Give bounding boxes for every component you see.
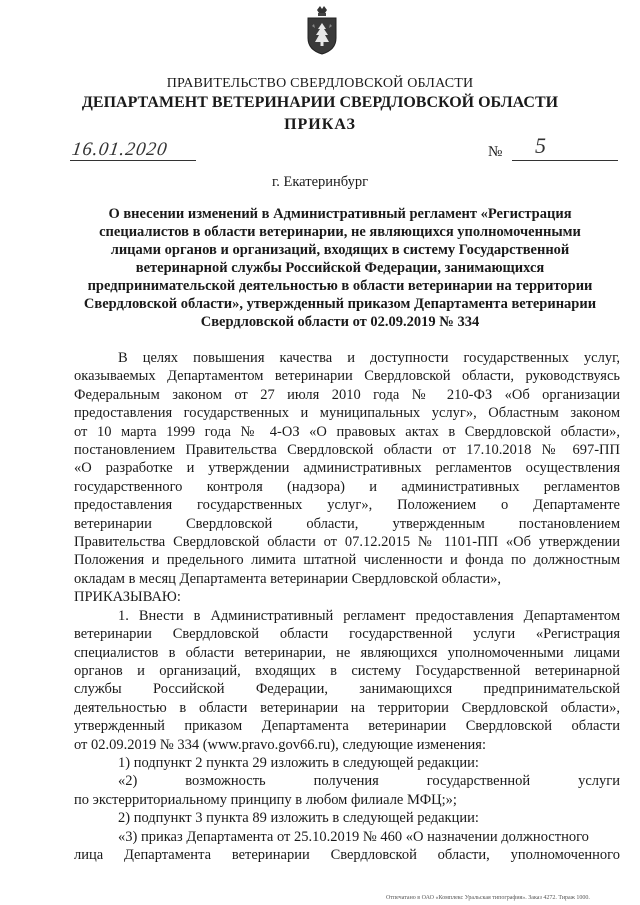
preamble-line: Положения и предельного лимита штатной численности и фонда по должностным bbox=[74, 552, 620, 569]
order-number: 5 bbox=[535, 133, 546, 158]
preamble-line: ветеринарии Свердловской области, утвержденным постановлением bbox=[74, 515, 620, 532]
preamble-line: государственного контроля (надзора) и административных регламентов bbox=[74, 478, 620, 495]
subitem-1-quote: по экстерриториальному принципу в любом филиале МФЦ;»; bbox=[74, 791, 457, 808]
preamble-line: «О разработке и утверждении административных регламентов осуществления bbox=[74, 460, 620, 477]
preamble-line: В целях повышения качества и доступности государственных услуг, bbox=[118, 350, 620, 366]
subitem-1: 1) подпункт 2 пункта 29 изложить в следующей редакции: bbox=[118, 754, 479, 771]
title-line: лицами органов и организаций, входящих в систему Государственной bbox=[110, 242, 570, 258]
title-line: предпринимательской деятельностью в области ветеринарии на территории bbox=[87, 278, 593, 294]
title-line: ветеринарной службы Российской Федерации, занимающихся bbox=[135, 260, 545, 276]
preamble-line: Правительства Свердловской области от 07.12.2015 № 1101-ПП «Об утверждении bbox=[74, 534, 620, 551]
subitem-2: 2) подпункт 3 пункта 89 изложить в следующей редакции: bbox=[118, 810, 479, 827]
preamble-line: от 10 марта 1999 года № 4-ОЗ «О правовых актах в Свердловской области», bbox=[74, 423, 620, 440]
item-1-line: утвержденный приказом Департамента ветеринарии Свердловской области bbox=[74, 718, 620, 735]
preamble-line: окладам в месяц Департамента ветеринарии Свердловской области», bbox=[74, 570, 502, 587]
document-type: ПРИКАЗ bbox=[284, 116, 356, 133]
subitem-1-quote: «2) возможность получения государственной услуги bbox=[118, 773, 620, 790]
title-line: Свердловской области», утвержденный приказом Департамента ветеринарии bbox=[83, 296, 597, 312]
subitem-2-quote: «3) приказ Департамента от 25.10.2019 № 460 «О назначении должностного bbox=[118, 828, 589, 845]
subitem-2-quote: лица Департамента ветеринарии Свердловской области, уполномоченного bbox=[74, 846, 620, 863]
title-line: специалистов в области ветеринарии, не являющихся уполномоченными bbox=[99, 224, 581, 240]
order-title bbox=[68, 205, 612, 331]
item-1-line: 1. Внести в Административный регламент предоставления Департаментом bbox=[118, 607, 620, 624]
item-1-line: деятельностью в области ветеринарии на территории Свердловской области», bbox=[74, 699, 620, 716]
order-date: 16.01.2020 bbox=[70, 139, 170, 160]
government-name: ПРАВИТЕЛЬСТВО СВЕРДЛОВСКОЙ ОБЛАСТИ bbox=[166, 76, 474, 91]
print-footer: Отпечатано в ОАО «Комплекс Уральская типография». Заказ 4272. Тираж 1000. bbox=[386, 895, 590, 901]
department-name: ДЕПАРТАМЕНТ ВЕТЕРИНАРИИ СВЕРДЛОВСКОЙ ОБЛАСТИ bbox=[81, 94, 559, 111]
preamble-line: Федеральным законом от 27 июля 2010 года № 210-ФЗ «Об организации bbox=[74, 386, 620, 403]
date-underline bbox=[70, 160, 196, 161]
order-number-label: № bbox=[488, 144, 503, 160]
item-1-line: органов и организаций, входящих в систему Государственной ветеринарной bbox=[74, 662, 620, 679]
preamble-line: предоставления государственных и муниципальных услуг», Областным законом bbox=[74, 405, 620, 422]
coat-of-arms-emblem bbox=[303, 4, 341, 56]
preamble-line: предоставления государственных услуг», Положением о Департаменте bbox=[74, 497, 620, 514]
item-1-line: службы Российской Федерации, занимающихся предпринимательской bbox=[74, 681, 620, 698]
item-1-line: специалистов в области ветеринарии, не являющихся уполномоченными лицами bbox=[74, 644, 620, 661]
title-line: Свердловской области от 02.09.2019 № 334 bbox=[200, 314, 480, 330]
number-underline bbox=[512, 160, 618, 161]
preamble-line: оказываемых Департаментом ветеринарии Свердловской области, руководствуясь bbox=[74, 368, 620, 385]
title-line: О внесении изменений в Административный регламент «Регистрация bbox=[108, 206, 572, 222]
preamble-line: постановлением Правительства Свердловской области от 17.10.2018 № 697-ПП bbox=[74, 442, 620, 459]
order-body bbox=[74, 349, 620, 864]
item-1-line: от 02.09.2019 № 334 (www.pravo.gov66.ru), следующие изменения: bbox=[74, 736, 486, 753]
decree-word: ПРИКАЗЫВАЮ: bbox=[74, 589, 181, 606]
item-1-line: ветеринарии Свердловской области государственной услуги «Регистрация bbox=[74, 626, 620, 643]
city: г. Екатеринбург bbox=[271, 174, 369, 190]
